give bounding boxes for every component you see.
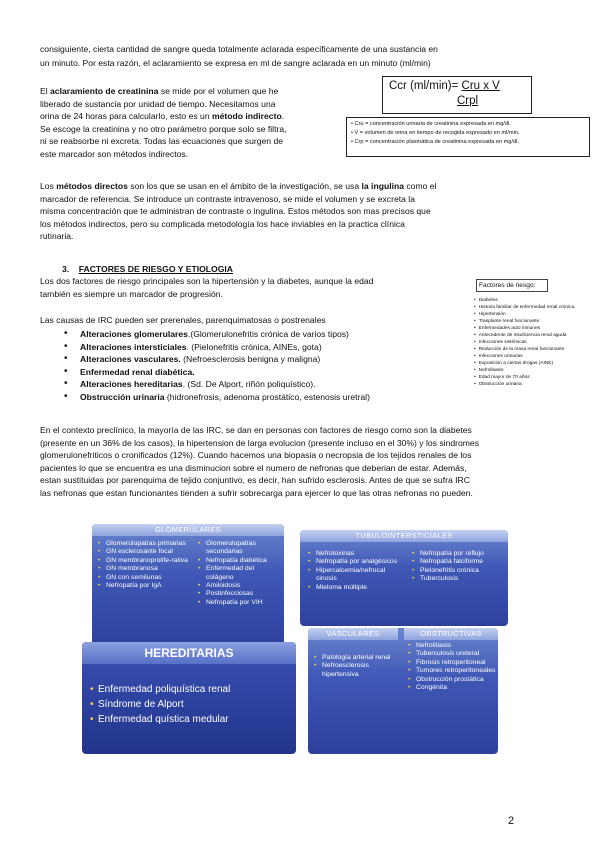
creatinine-line: este marcador son métodos indirectos. — [40, 148, 189, 159]
tubulointersticiales-panel — [300, 530, 508, 626]
direct-methods-paragraph — [40, 180, 436, 243]
glomerular-item: • Enfermedad del colágeno — [198, 565, 282, 582]
tubulointersticiales-title: TUBULOINTERSTICIALES — [300, 530, 508, 542]
risk-item: • Trasplante renal funcionante — [474, 318, 575, 325]
formula-numerator-row: Ccr (ml/min)= Cru x V — [389, 80, 500, 92]
glomerular-item: • Amiloidosis — [198, 582, 282, 590]
glomerular-item: • Nefropatía por IgA — [98, 582, 190, 590]
obstructiva-item: • Obstrucción prostática — [408, 676, 496, 684]
cause-item: • Alteraciones hereditarias. (Sd. De Alport, riñón poliquístico). — [64, 378, 370, 391]
glomerular-item: • Nefropatía por VIH — [198, 599, 282, 607]
hereditaria-item: • Enfermedad poliquística renal — [90, 682, 290, 697]
obstructivas-title: OBSTRUCTIVAS — [404, 628, 498, 640]
tubulo-item: • Nefropatía por reflujo — [412, 550, 506, 558]
causes-figure — [82, 518, 510, 772]
intro-line-1: consiguiente, cierta cantidad de sangre queda totalmente aclarada específicamente de una sustancia en — [40, 44, 438, 54]
glomerulares-panel — [92, 524, 284, 648]
section-line-1: Los dos factores de riesgo principales son la hipertensión y la diabetes, aunque la edad — [40, 276, 374, 286]
context-line: pacientes lo que se encuentra es una disminucion sobre el numero de nefronas que deberian de estar. Además, — [40, 462, 467, 473]
risk-item: • Infecciones sistémicas — [474, 339, 575, 346]
cause-item: • Obstrucción urinaria (hidronefrosis, adenoma prostático, estenosis uretral) — [64, 391, 370, 404]
context-line: las nefronas que estan funcionantes tienden a sufrir sobrecarga para ejercer lo que las otras nefronas no pueden. — [40, 487, 473, 498]
risk-item: • Historia familiar de enfermedad renal crónica. — [474, 304, 575, 311]
glomerular-item: • GN esclerosante focal — [98, 548, 190, 556]
glomerular-item: • GN membranosa — [98, 565, 190, 573]
obstructiva-item: • Fibrosis retroperitoneal — [408, 659, 496, 667]
page-number: 2 — [508, 815, 515, 827]
formula-legend — [346, 117, 590, 157]
hereditaria-item: • Enfermedad quística medular — [90, 712, 290, 727]
obstructiva-item: • Tuberculosis ureteral — [408, 650, 496, 658]
direct-line: rutinaria. — [40, 231, 74, 242]
context-line: estan sustituidas por parenquima de tejido conjuntivo, es decir, han sufrido esclerosis. Antes de que se sufra IRC — [40, 475, 470, 486]
obstructiva-item: • Congénita — [408, 684, 496, 692]
tubulo-item: • Nefrotoxinas — [308, 550, 404, 558]
risk-factors-box — [468, 275, 584, 419]
glomerular-item: • Nefropatía diabética — [198, 557, 282, 565]
risk-item: • Antecedente de insuficiencia renal aguda — [474, 332, 575, 339]
hereditarias-title: HEREDITARIAS — [82, 642, 296, 664]
section-line-2: también es siempre un marcador de progresión. — [40, 289, 223, 299]
creatinine-line: liberado de sustancia por unidad de tiempo. Necesitamos una — [40, 98, 276, 109]
vasculares-title: VASCULARES — [308, 628, 398, 640]
context-line: glomerulonefriticos o cronificados (12%). Cuando hacemos una biopasia o necropsia de los tejidos renales de los — [40, 450, 472, 461]
risk-item: • Reducción de la masa renal funcionante — [474, 346, 575, 353]
risk-item: • Edad mayor de 70 años — [474, 374, 575, 381]
cause-item: • Alteraciones intersticiales. (Pielonefritis crónica, AINEs, gota) — [64, 341, 370, 354]
legend-item: • V = volumen de orina en tiempo de recogida expresado en ml/min. — [351, 130, 520, 136]
context-line: (presente en un 36% de los casos), la hipertension de larga evolucion (presente incluso en el 30%) y los sindromes — [40, 437, 480, 448]
direct-line: Los métodos directos son los que se usan en el ámbito de la investigación, se usa la ingulina como el — [40, 181, 437, 191]
glomerular-item: • GN membranoprolife-rativa — [98, 557, 190, 565]
intro-line-2: un minuto. Por esta razón, el aclaramiento se expresa en ml de sangre aclarada en un minuto (ml/min) — [40, 58, 431, 68]
formula-box — [382, 76, 532, 114]
cause-item: • Enfermedad renal diabética. — [64, 366, 370, 379]
direct-line: marcador de referencia. Se introduce un contraste intravenoso, se mide el volumen y se excreta la — [40, 193, 415, 204]
risk-factors-list — [474, 297, 575, 388]
creatinine-line: ni se reabsorbe ni excreta. Todas las ecuaciones que surgen de — [40, 136, 284, 147]
glomerular-item: • GN con semilunas — [98, 574, 190, 582]
formula-denominator: Crpl — [457, 95, 479, 107]
risk-item: • Obstrucción urinaria — [474, 381, 575, 388]
vascular-item: • Patología arterial renal — [314, 654, 400, 662]
hereditarias-panel — [82, 642, 296, 754]
direct-line: misma concentración que te administran de contraste o ingulina. Estos métodos son mas precisos que — [40, 206, 431, 217]
tubulo-item: • Pielonefritis crónica — [412, 567, 506, 575]
cause-item: • Alteraciones vasculares. (Nefroesclerosis benigna y maligna) — [64, 353, 370, 366]
glomerulares-title: GLOMERULARES — [92, 524, 284, 536]
vasc-obstr-panel — [308, 628, 498, 754]
tubulo-item: • Mieloma múltiple — [308, 584, 404, 592]
obstructiva-item: • Tumores retroperitoneales — [408, 667, 496, 675]
legend-item: • Crp = concentración plasmática de creatinina expresada en mg/dl. — [351, 139, 519, 145]
risk-factors-title: Factores de riesgo: — [476, 279, 548, 292]
risk-item: • Diabetes — [474, 297, 575, 304]
creatinine-line: Se escoge la creatinina y no otro parámetro porque solo se filtra, — [40, 123, 287, 134]
legend-item: • Cru = concentración urinaria de creatinina expresada en mg/dl. — [351, 121, 511, 127]
causes-intro: Las causas de IRC pueden ser prerenales, parenquimatosas o postrenales — [40, 315, 326, 325]
risk-item: • Hipertensión — [474, 311, 575, 318]
tubulo-item: • Tuberculosis — [412, 575, 506, 583]
vasculares-list — [314, 654, 400, 679]
creatinine-line: El aclaramiento de creatinina se mide por el volumen que he — [40, 86, 279, 96]
glomerular-item: • Glomerulopatías primarias — [98, 540, 190, 548]
obstructiva-item: • Nefrolitiasis — [408, 642, 496, 650]
glomerulares-col-1 — [98, 540, 190, 590]
risk-item: • Infecciones urinarias — [474, 353, 575, 360]
tubulo-item: • Nefropatía por analgésicos — [308, 558, 404, 566]
formula-numerator: Cru x V — [461, 80, 500, 92]
hereditarias-list — [90, 682, 290, 727]
causes-list — [64, 328, 370, 404]
creatinine-line: orina de 24 horas para calcularlo, esto es un método indirecto. — [40, 111, 285, 122]
tubulo-col-1 — [308, 550, 404, 592]
tubulo-col-2 — [412, 550, 506, 584]
glomerulares-col-2 — [198, 540, 282, 607]
risk-item: • Enfermedades auto inmunes — [474, 325, 575, 332]
section-heading: 3. FACTORES DE RIESGO Y ETIOLOGIA — [62, 264, 233, 274]
vascular-item: • Nefroesclerosis hipertensiva — [314, 662, 400, 679]
risk-item: • Nefrolitiasis — [474, 367, 575, 374]
creatinine-paragraph — [40, 85, 287, 161]
glomerular-item: • Postinfecciosas — [198, 590, 282, 598]
glomerular-item: • Glomerulopatías secundarias — [198, 540, 282, 557]
cause-item: • Alteraciones glomerulares.(Glomerulonefritis crónica de varios tipos) — [64, 328, 370, 341]
direct-line: los métodos indirectos, pero su complicada metodología los hace inviables en la practica clínica — [40, 218, 405, 229]
tubulo-item: • Nefropatía falciforme — [412, 558, 506, 566]
context-paragraph — [40, 424, 479, 500]
hereditaria-item: • Síndrome de Alport — [90, 697, 290, 712]
tubulo-item: • Hipercalcemia/nefrocal cinosis — [308, 567, 404, 584]
risk-item: • Exposición a ciertas drogas (AINE) — [474, 360, 575, 367]
obstructivas-list — [408, 642, 496, 692]
context-line: En el contexto preclínico, la mayoría de las IRC, se dan en personas con factores de riesgo como son la diabetes — [40, 425, 472, 435]
